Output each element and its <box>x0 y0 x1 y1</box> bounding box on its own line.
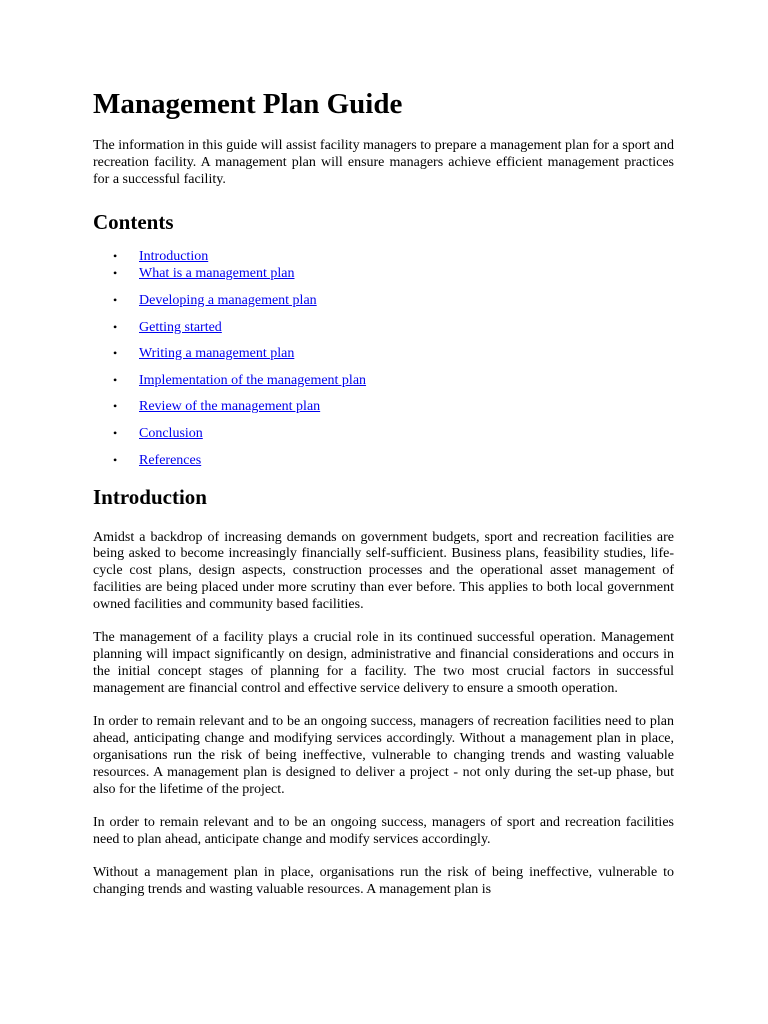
bullet-icon: • <box>113 266 118 281</box>
toc-link-what-is[interactable]: What is a management plan <box>139 266 295 282</box>
document-page <box>93 84 674 899</box>
body-paragraph: Amidst a backdrop of increasing demands on government budgets, sport and recreation facilities are being asked to become increasingly financially self-sufficient. Business plans, feasibility studies, life-cycle cost plans, design aspects, construction processes and the operational asset management of facilities are being placed under more scrutiny than ever before. This applies to both local government owned facilities and community based facilities. <box>93 529 674 612</box>
lead-paragraph: The information in this guide will assist facility managers to prepare a management plan for a sport and recreation facility. A management plan will ensure managers achieve efficient management practices for a successful facility. <box>93 138 674 187</box>
body-paragraph: In order to remain relevant and to be an ongoing success, managers of sport and recreation facilities need to plan ahead, anticipate change and modify services accordingly. <box>93 815 674 847</box>
toc-link-developing[interactable]: Developing a management plan <box>139 292 317 308</box>
bullet-icon: • <box>113 292 118 307</box>
toc-link-references[interactable]: References <box>139 452 202 468</box>
body-paragraph: Without a management plan in place, organisations run the risk of being ineffective, vulnerable to changing trends and wasting valuable resources. A management plan is <box>93 865 674 898</box>
toc-link-review[interactable]: Review of the management plan <box>139 399 321 415</box>
body-paragraph: In order to remain relevant and to be an ongoing success, managers of recreation facilities need to plan ahead, anticipating change and modifying services accordingly. Without a management plan in place, organisations run the risk of being ineffective, vulnerable to changing trends and wasting valuable resources. A management plan is designed to deliver a project - not only during the set-up phase, but also for the lifetime of the project. <box>93 714 674 797</box>
toc-item-implementation <box>93 372 674 389</box>
toc-item-what-is <box>93 265 674 282</box>
contents-heading: Contents <box>93 210 174 235</box>
bullet-icon: • <box>113 399 118 414</box>
page-title: Management Plan Guide <box>93 88 403 120</box>
toc-link-introduction[interactable]: Introduction <box>139 249 209 265</box>
bullet-icon: • <box>113 425 118 440</box>
toc-item-conclusion <box>93 425 674 442</box>
bullet-icon: • <box>113 319 118 334</box>
toc-item-review <box>93 398 674 415</box>
toc-link-implementation[interactable]: Implementation of the management plan <box>139 372 367 388</box>
body-paragraph: The management of a facility plays a crucial role in its continued successful operation. Management planning will impact significantly on design, administrative and financial considerations and occurs in the initial concept stages of planning for a facility. The two most crucial factors in successful management are financial control and effective service delivery to ensure a smooth operation. <box>93 630 674 696</box>
toc-link-getting-started[interactable]: Getting started <box>139 319 222 335</box>
toc-item-writing <box>93 345 674 362</box>
toc-item-getting-started <box>93 319 674 336</box>
toc-item-developing <box>93 292 674 309</box>
toc-link-conclusion[interactable]: Conclusion <box>139 425 203 441</box>
bullet-icon: • <box>113 372 118 387</box>
toc-link-writing[interactable]: Writing a management plan <box>139 346 295 362</box>
bullet-icon: • <box>113 452 118 467</box>
introduction-heading: Introduction <box>93 484 207 509</box>
toc-item-introduction <box>93 248 674 265</box>
bullet-icon: • <box>113 346 118 361</box>
toc-item-references <box>93 452 674 469</box>
bullet-icon: • <box>113 249 118 264</box>
table-of-contents <box>93 248 674 468</box>
